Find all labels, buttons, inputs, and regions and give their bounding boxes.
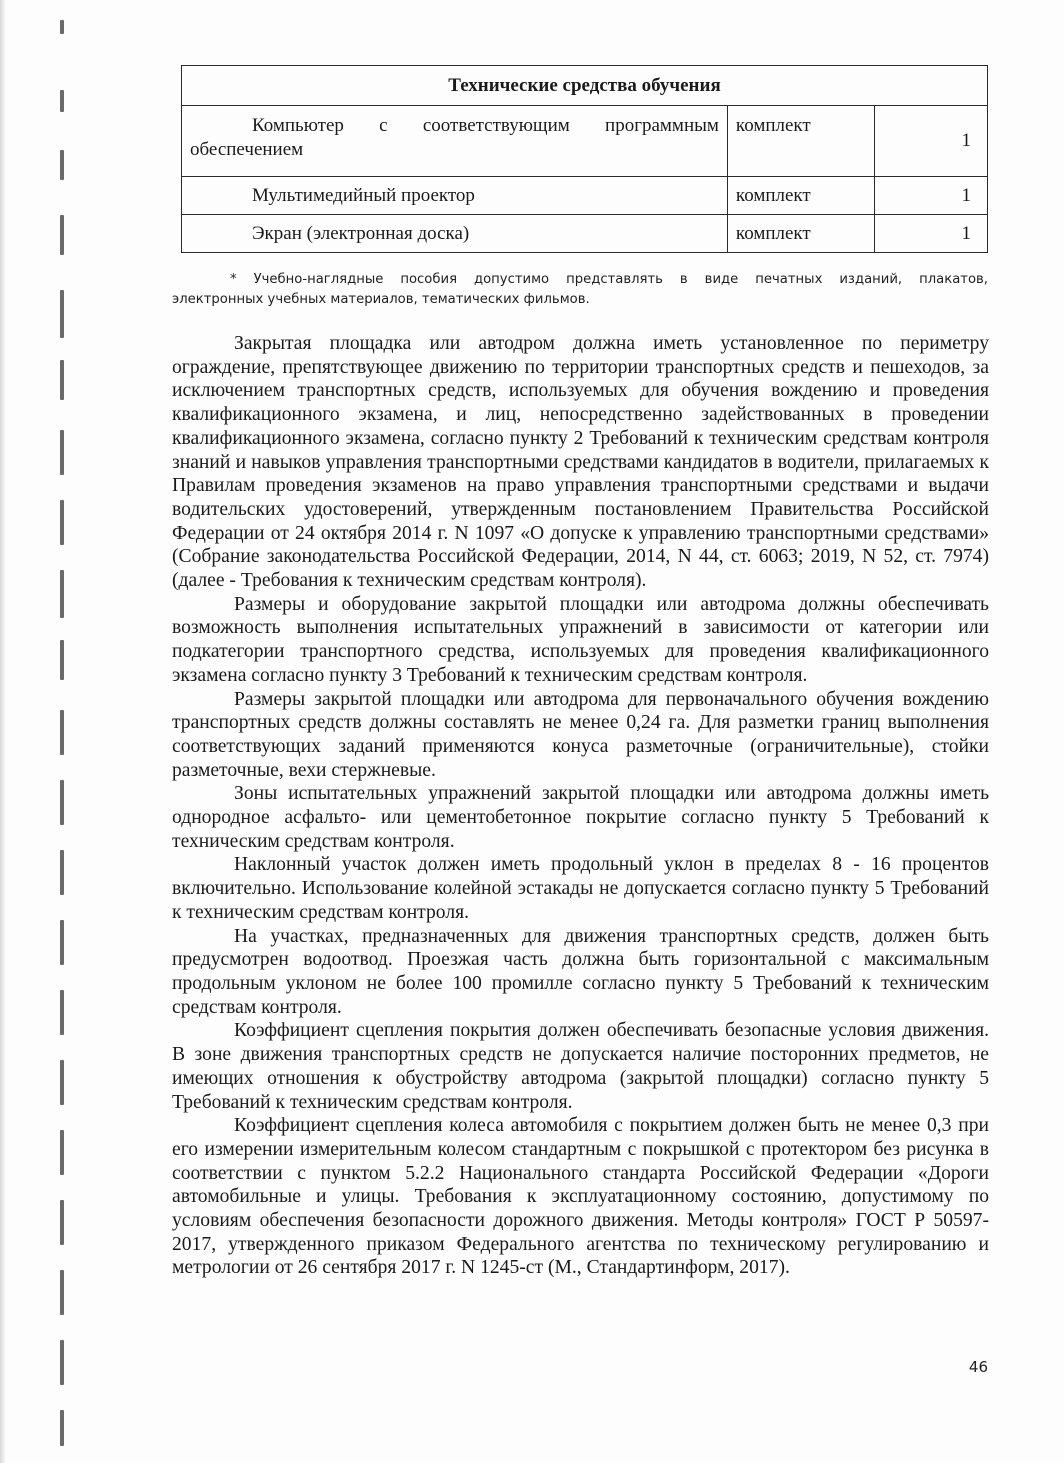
item-name: [182, 177, 728, 215]
paragraph: Коэффициент сцепления колеса автомобиля с покрытием должен быть не менее 0,3 при его измерении измерительным колесом стандартным с покрышкой с протектором без рисунка в соответствии с пунктом 5.2.2 Национального стандарта Российской Федерации «Дороги автомобильные и улицы. Требования к эксплуатационному состоянию, допустимому по условиям обеспечения безопасности дорожного движения. Методы контроля» ГОСТ Р 50597-2017, утвержденного приказом Федерального агентства по техническому регулированию и метрологии от 26 сентября 2017 г. N 1245-ст (М., Стандартинформ, 2017).: [172, 1115, 989, 1279]
paragraph: Размеры закрытой площадки или автодрома для первоначального обучения вождению транспортных средств должны составлять не менее 0,24 га. Для разметки границ выполнения соответствующих заданий применяются конуса разметочные (ограничительные), стойки разметочные, вехи стержневые.: [172, 688, 989, 781]
binding-mark: [60, 1060, 64, 1105]
binding-mark: [60, 1270, 64, 1315]
binding-mark: [60, 990, 64, 1035]
item-unit: комплект: [727, 215, 874, 253]
footnote-line: электронных учебных материалов, тематических фильмов.: [172, 292, 590, 307]
footnote-line: * Учебно-наглядные пособия допустимо представлять в виде печатных изданий, плакатов,: [230, 272, 988, 287]
binding-strip: [0, 0, 70, 1463]
item-name-text: Экран (электронная доска): [252, 222, 470, 244]
binding-mark: [60, 1130, 64, 1175]
binding-mark: [60, 150, 64, 180]
binding-mark: [60, 710, 64, 755]
paragraph: Закрытая площадка или автодром должна иметь установленное по периметру ограждение, препятствующее движению по территории транспортных средств и пешеходов, за исключением транспортных средств, используемых для обучения вождению и проведения квалификационного экзамена, и лиц, непосредственно задействованных в проведении квалификационного экзамена, согласно пункту 2 Требований к техническим средствам контроля знаний и навыков управления транспортными средствами кандидатов в водители, прилагаемых к Правилам проведения экзаменов на право управления транспортными средствами и выдачи водительских удостоверений, утвержденным постановлением Правительства Российской Федерации от 24 октября 2014 г. N 1097 «О допуске к управлению транспортными средствами» (Собрание законодательства Российской Федерации, 2014, N 44, ст. 6063; 2019, N 52, ст. 7974) (далее - Требования к техническим средствам контроля).: [172, 333, 989, 592]
binding-shadow: [0, 0, 6, 1463]
binding-mark: [60, 570, 64, 618]
item-quantity: 1: [874, 215, 987, 253]
paragraph: Наклонный участок должен иметь продольный уклон в пределах 8 - 16 процентов включительно. Использование колейной эстакады не допускается согласно пункту 5 Требований к техническим средствам контроля.: [172, 854, 989, 923]
item-name-line: обеспечением: [190, 139, 304, 160]
item-name-text: Мультимедийный проектор: [252, 184, 475, 206]
item-name-line: Компьютер с соответствующим программным: [252, 115, 719, 136]
item-unit: комплект: [727, 177, 874, 215]
item-quantity: 1: [874, 177, 987, 215]
item-name: [182, 106, 728, 177]
binding-mark: [60, 640, 64, 680]
binding-mark: [60, 20, 64, 34]
table-row: [182, 106, 988, 177]
binding-mark: [60, 215, 64, 255]
binding-mark: [60, 1410, 64, 1446]
paragraph: На участках, предназначенных для движения транспортных средств, должен быть предусмотрен водоотвод. Проезжая часть должна быть горизонтальной с максимальным продольным уклоном не более 100 промилле согласно пункту 5 Требований к техническим средствам контроля.: [172, 925, 989, 1018]
paragraph: Размеры и оборудование закрытой площадки или автодрома должны обеспечивать возможность выполнения испытательных упражнений в зависимости от категории или подкатегории транспортного средства, используемых для проведения квалификационного экзамена согласно пункту 3 Требований к техническим средствам контроля.: [172, 593, 989, 686]
binding-mark: [60, 920, 64, 965]
binding-mark: [60, 1200, 64, 1245]
paragraph: Коэффициент сцепления покрытия должен обеспечивать безопасные условия движения. В зоне движения транспортных средств не допускается наличие посторонних предметов, не имеющих отношения к обустройству автодрома (закрытой площадки) согласно пункту 5 Требований к техническим средствам контроля.: [172, 1020, 989, 1113]
binding-mark: [60, 850, 64, 895]
item-quantity: 1: [874, 106, 987, 177]
binding-mark: [60, 780, 64, 825]
item-name: [182, 215, 728, 253]
binding-mark: [60, 1340, 64, 1385]
binding-mark: [60, 430, 64, 475]
binding-mark: [60, 360, 64, 400]
table-header-row: [182, 66, 988, 106]
item-unit: комплект: [727, 106, 874, 177]
paragraph: Зоны испытательных упражнений закрытой площадки или автодрома должны иметь однородное асфальто- или цементобетонное покрытие согласно пункту 5 Требований к техническим средствам контроля.: [172, 783, 989, 852]
table-row: [182, 215, 988, 253]
page-number: 46: [968, 1358, 988, 1376]
equipment-table: [181, 65, 988, 253]
body-text: [172, 332, 989, 1280]
footnote: [172, 270, 988, 310]
binding-mark: [60, 90, 64, 112]
table-header: Технические средства обучения: [182, 66, 988, 106]
binding-mark: [60, 500, 64, 545]
binding-mark: [60, 290, 64, 338]
table-row: [182, 177, 988, 215]
